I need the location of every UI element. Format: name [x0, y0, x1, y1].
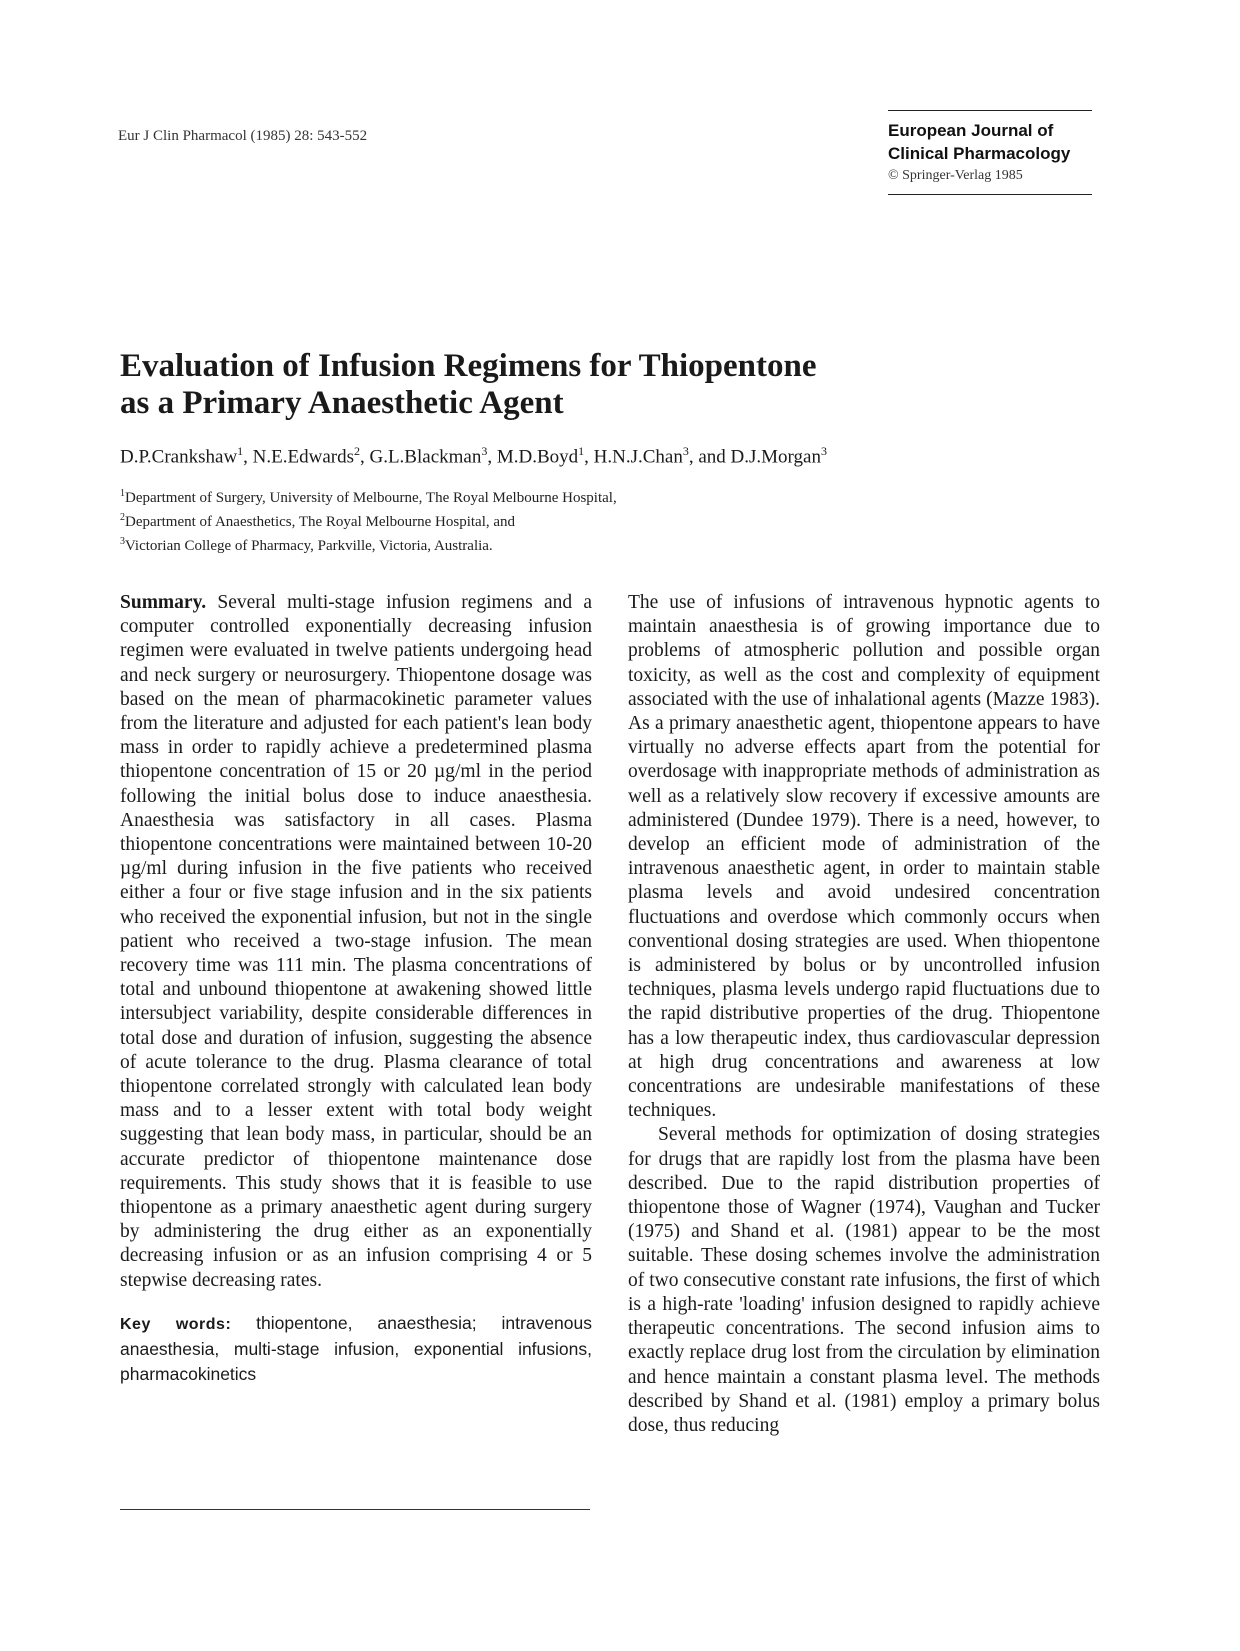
body-paragraph-1: The use of infusions of intravenous hypnotic agents to maintain anaesthesia is of growing importance due to problems of atmospheric pollution and possible organ toxicity, as well as the cost and complexity of equipment associated with the use of inhalational agents (Mazze 1983). As a primary anaesthetic agent, thiopentone appears to have virtually no adverse effects apart from the potential for overdosage with inappropriate methods of administration as well as a relatively slow recovery if excessive amounts are administered (Dundee 1979). There is a need, however, to develop an efficient mode of administration of the intravenous anaesthetic agent, in order to maintain stable plasma levels and avoid undesired concentration fluctuations and overdose which commonly occurs when conventional dosing strategies are used. When thiopentone is administered by bolus or by uncontrolled infusion techniques, plasma levels undergo rapid fluctuations due to the rapid distributive properties of the drug. Thiopentone has a low therapeutic index, thus cardiovascular depression at high drug concentrations and awareness at low concentrations are undesirable manifestations of these techniques.: [628, 592, 1100, 1122]
author-name: D.P.Crankshaw: [120, 446, 238, 468]
article-title: [120, 348, 1020, 422]
journal-name-line2: Clinical Pharmacology: [888, 144, 1071, 163]
affiliation: [120, 484, 1020, 508]
keywords-text: thiopentone, anaesthesia; intravenous anaesthesia, multi-stage infusion, exponential infusions, pharmacokinetics: [120, 1312, 592, 1385]
summary-label: Summary.: [120, 592, 207, 613]
author-name: N.E.Edwards: [252, 446, 354, 468]
author-name: G.L.Blackman: [369, 446, 482, 468]
title-line-1: Evaluation of Infusion Regimens for Thiopentone: [120, 348, 817, 384]
author-name: D.J.Morgan: [730, 446, 821, 468]
author-list: D.P.Crankshaw$^1$, N.E.Edwards$^2$, G.L.Blackman$^3$, M.D.Boyd$^1$, H.N.J.Chan$^3$, and D.J.Morgan$^3$: [120, 444, 827, 468]
author-affiliation-marker: 1: [237, 444, 244, 458]
left-column: [120, 591, 592, 1388]
affiliation-text: Victorian College of Pharmacy, Parkville, Victoria, Australia.: [125, 538, 493, 554]
affiliation-text: Department of Surgery, University of Melbourne, The Royal Melbourne Hospital,: [125, 490, 617, 506]
affiliation: [120, 532, 1020, 556]
affiliation-number: 2: [120, 512, 125, 523]
author-name: M.D.Boyd: [496, 446, 579, 468]
author-affiliation-marker: 3: [820, 444, 827, 458]
affiliation-list: [120, 484, 1020, 556]
right-column: [628, 591, 1100, 1438]
affiliation-number: 1: [120, 488, 125, 499]
affiliation-number: 3: [120, 536, 125, 547]
author-affiliation-marker: 1: [578, 444, 585, 458]
journal-citation: Eur J Clin Pharmacol (1985) 28: 543-552: [118, 128, 368, 144]
body-paragraph-2: Several methods for optimization of dosing strategies for drugs that are rapidly lost from the plasma have been described. Due to the rapid distribution properties of thiopentone those of Wagner (1974), Vaughan and Tucker (1975) and Shand et al. (1981) appear to be the most suitable. These dosing schemes involve the administration of two consecutive constant rate infusions, the first of which is a high-rate 'loading' infusion designed to rapidly achieve therapeutic concentrations. The second infusion aims to exactly replace drug lost from the circulation by elimination and hence maintain a constant plasma level. The methods described by Shand et al. (1981) employ a primary bolus dose, thus reducing: [628, 1124, 1100, 1436]
keywords-label: Key words:: [120, 1315, 232, 1333]
affiliation: [120, 508, 1020, 532]
journal-masthead: [888, 110, 1092, 195]
author-affiliation-marker: 3: [682, 444, 689, 458]
footnote-divider: [120, 1509, 590, 1510]
author-affiliation-marker: 2: [353, 444, 360, 458]
author-name: H.N.J.Chan: [593, 446, 683, 468]
summary-paragraph: [120, 591, 592, 1293]
journal-name-line1: European Journal of: [888, 121, 1054, 140]
affiliation-text: Department of Anaesthetics, The Royal Melbourne Hospital, and: [125, 514, 516, 530]
summary-text: Several multi-stage infusion regimens and a computer controlled exponentially decreasing infusion regimen were evaluated in twelve patients undergoing head and neck surgery or neurosurgery. Thiopentone dosage was based on the mean of pharmacokinetic parameter values from the literature and adjusted for each patient's lean body mass in order to rapidly achieve a predetermined plasma thiopentone concentration of 15 or 20 µg/ml in the period following the initial bolus dose to induce anaesthesia. Anaesthesia was satisfactory in all cases. Plasma thiopentone concentrations were maintained between 10-20 µg/ml during infusion in the five patients who received either a four or five stage infusion and in the six patients who received the exponential infusion, but not in the single patient who received a two-stage infusion. The mean recovery time was 111 min. The plasma concentrations of total and unbound thiopentone at awakening showed little intersubject variability, despite considerable differences in total dose and duration of infusion, suggesting the absence of acute tolerance to the drug. Plasma clearance of total thiopentone correlated strongly with calculated lean body mass and to a lesser extent with total body weight suggesting that lean body mass, in particular, should be an accurate predictor of thiopentone maintenance dose requirements. This study shows that it is feasible to use thiopentone as a primary anaesthetic agent during surgery by administering the drug either as an exponentially decreasing infusion or as an infusion comprising 4 or 5 stepwise decreasing rates.: [120, 592, 592, 1291]
publisher-copyright: © Springer-Verlag 1985: [888, 168, 1023, 183]
author-affiliation-marker: 3: [481, 444, 488, 458]
title-line-2: as a Primary Anaesthetic Agent: [120, 385, 564, 421]
keywords-paragraph: [120, 1311, 592, 1388]
